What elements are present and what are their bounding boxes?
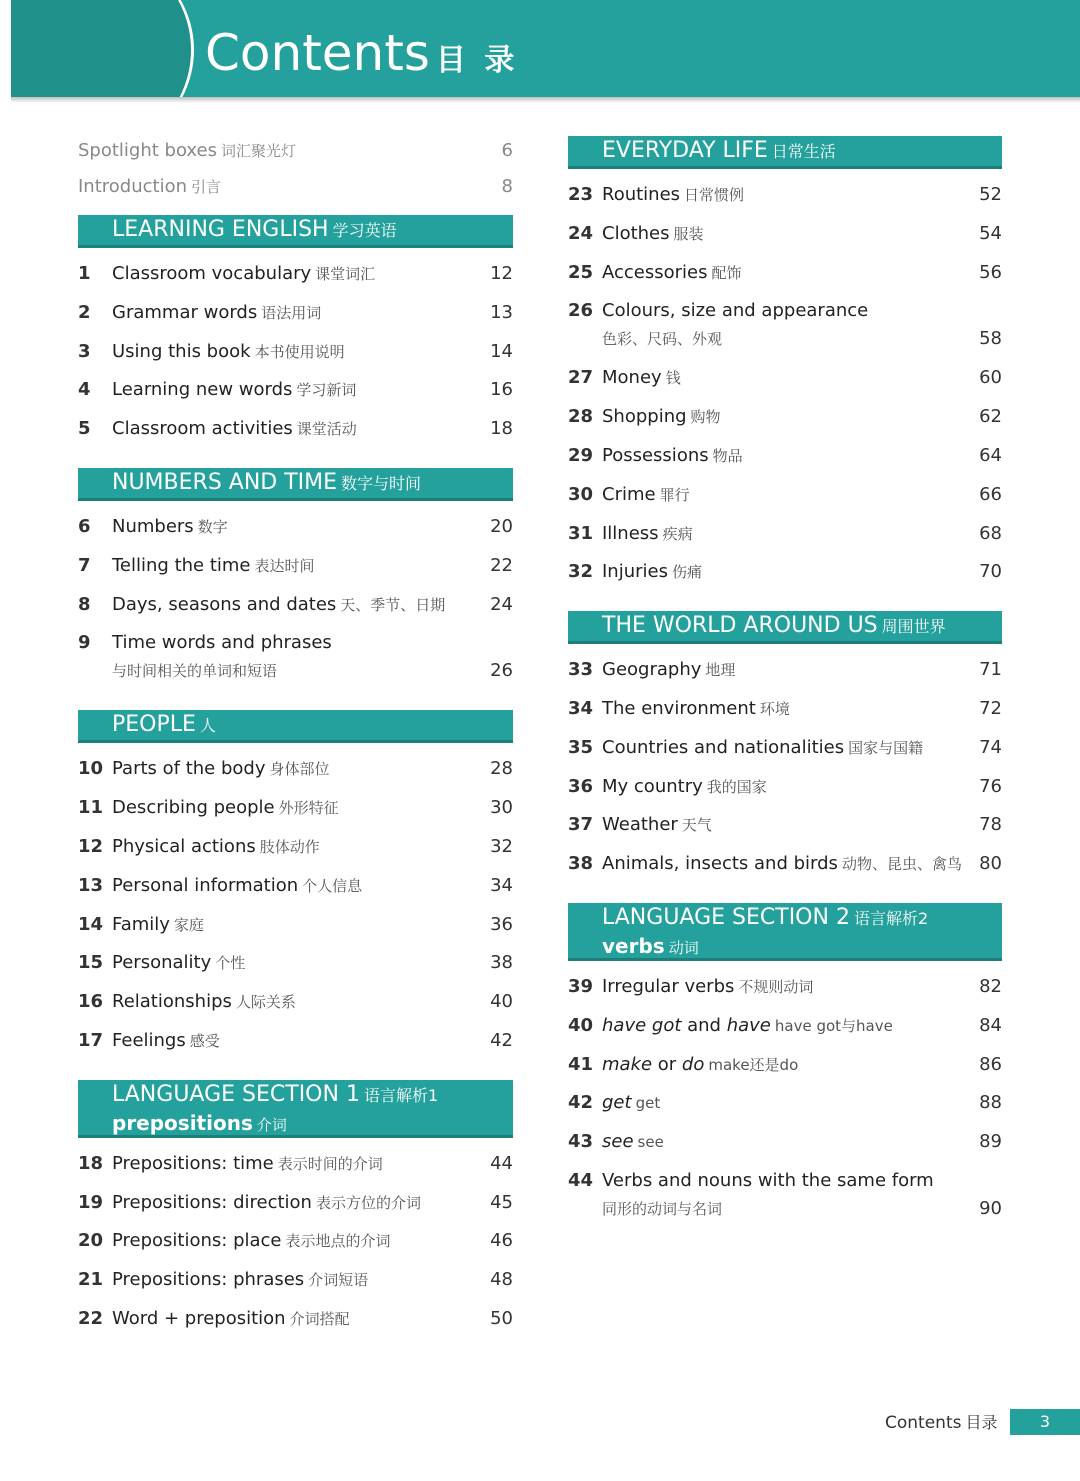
toc-title: Colours, size and appearance [602,300,869,322]
toc-title-zh: 家庭 [173,915,204,934]
toc-title-zh: make还是do [708,1055,799,1074]
toc-title-zh: 学习新词 [296,381,357,400]
toc-number: 18 [78,1152,104,1174]
toc-number: 32 [568,561,594,583]
toc-title-zh: 肢体动作 [259,838,320,856]
toc-page: 14 [490,340,513,362]
toc-title: Illness 疾病 [602,522,693,544]
toc-page: 90 [979,1198,1002,1219]
toc-title [602,1091,660,1115]
toc-title-zh: 配饰 [711,263,742,282]
section-title: THE WORLD AROUND US 周围世界 [602,613,946,639]
toc-number: 13 [78,874,104,896]
section-title: NUMBERS AND TIME 数字与时间 [112,470,422,495]
toc-title-zh: 表示时间的介词 [277,1154,383,1173]
toc-title-zh: 介词短语 [308,1271,369,1290]
toc-number: 29 [568,445,594,466]
section-header [568,611,1002,644]
toc-number: 35 [568,736,594,758]
toc-title: Classroom activities 课堂活动 [112,418,357,440]
toc-title: Prepositions: phrases 介词短语 [112,1269,369,1291]
toc-number: 20 [78,1230,104,1252]
toc-title: Possessions 物品 [602,445,743,466]
toc-title: Time words and phrases [112,632,332,654]
section-title-zh: 日常生活 [771,142,836,161]
toc-number: 24 [568,222,594,244]
toc-page: 16 [490,379,513,401]
toc-number: 36 [568,775,594,797]
toc-title-zh: 伤痛 [671,563,702,582]
toc-title-zh: 色彩、尺码、外观 [602,330,723,349]
section-title-zh: 学习英语 [332,221,397,240]
toc-page: 12 [490,263,513,284]
toc-page: 40 [490,991,513,1013]
toc-title-zh: 服装 [673,224,704,243]
toc-number: 38 [568,853,594,875]
toc-title: Spotlight boxes 词汇聚光灯 [78,140,296,161]
toc-title-zh: 罪行 [659,485,690,504]
toc-number: 34 [568,698,594,719]
toc-number: 10 [78,758,104,780]
section-subtitle-zh: 介词 [256,1115,287,1134]
section-subtitle: prepositions 介词 [112,1110,287,1135]
toc-number: 40 [568,1014,594,1036]
toc-title-zh: 天气 [681,816,712,835]
toc-title-zh: 课堂活动 [296,420,357,439]
toc-page: 6 [501,140,513,161]
toc-title: Countries and nationalities 国家与国籍 [602,736,924,758]
toc-title: Classroom vocabulary 课堂词汇 [112,263,376,284]
toc-title-zh: 日常惯例 [684,186,745,204]
toc-page: 36 [490,913,513,935]
toc-page: 24 [490,593,513,615]
toc-number: 28 [568,406,594,428]
toc-page: 46 [490,1230,513,1252]
toc-page: 20 [490,516,513,537]
toc-title-zh: 表达时间 [254,556,315,575]
toc-page: 22 [490,554,513,576]
toc-title [602,1130,664,1154]
toc-title: Money 钱 [602,367,681,389]
toc-page: 48 [490,1269,513,1291]
toc-page: 50 [490,1308,513,1329]
section-header [78,215,513,248]
toc-page: 80 [979,853,1002,875]
toc-page: 8 [501,176,513,197]
toc-title-zh: have got与have [774,1016,893,1035]
toc-number: 7 [78,554,91,576]
toc-title-zh: 感受 [189,1032,220,1050]
toc-page: 18 [490,418,513,440]
toc-title-zh: 数字 [197,518,228,536]
toc-title-zh: 表示地点的介词 [285,1232,391,1251]
toc-title-zh: 钱 [665,369,681,388]
toc-title-zh: 引言 [191,178,222,196]
toc-number: 12 [78,836,104,857]
toc-title-zh: 表示方位的介词 [315,1193,421,1212]
toc-title: Personality 个性 [112,952,246,974]
toc-title-zh: 词汇聚光灯 [220,142,296,160]
page-title: Contents 目 录 [205,24,519,82]
toc-page: 68 [979,522,1002,544]
section-subtitle: verbs 动词 [602,934,699,958]
toc-title-zh: get [635,1094,661,1113]
toc-number: 14 [78,913,104,935]
header-shadow [11,97,1080,103]
toc-page: 45 [490,1191,513,1213]
toc-page: 84 [979,1014,1002,1036]
section-title-zh: 周围世界 [881,617,946,637]
toc-page: 54 [979,222,1002,244]
toc-title: Parts of the body 身体部位 [112,758,330,780]
toc-title: Family 家庭 [112,913,204,935]
toc-title: Verbs and nouns with the same form [602,1170,934,1191]
toc-page: 60 [979,367,1002,389]
toc-title: Crime 罪行 [602,483,690,505]
toc-title-zh: 不规则动词 [738,978,814,996]
toc-title: Telling the time 表达时间 [112,554,315,576]
toc-page: 89 [979,1131,1002,1153]
toc-page: 26 [490,660,513,682]
toc-number: 19 [78,1191,104,1213]
toc-title-zh: 个性 [215,954,246,973]
toc-title: Geography 地理 [602,659,736,681]
toc-title: Prepositions: place 表示地点的介词 [112,1230,391,1252]
toc-number: 4 [78,379,91,401]
toc-title-zh: 动物、昆虫、禽鸟 [841,855,962,874]
toc-title: Accessories 配饰 [602,261,742,283]
toc-title: Weather 天气 [602,814,712,836]
toc-title-zh: see [637,1133,664,1152]
section-title-zh: 语言解析2 [853,909,929,928]
toc-title-zh: 购物 [690,408,721,427]
toc-title-zh: 地理 [705,661,736,680]
toc-title: Feelings 感受 [112,1030,220,1051]
toc-title-zh: 介词搭配 [289,1310,350,1328]
toc-page: 56 [979,261,1002,283]
toc-number: 2 [78,301,91,323]
toc-page: 82 [979,976,1002,997]
toc-page: 78 [979,814,1002,836]
toc-number: 30 [568,483,594,505]
toc-page: 13 [490,301,513,323]
section-title: LANGUAGE SECTION 2 语言解析2 [602,905,929,930]
section-title-zh: 数字与时间 [341,474,422,493]
toc-number: 33 [568,659,594,681]
section-header [78,1080,513,1138]
toc-page: 74 [979,736,1002,758]
toc-page: 30 [490,797,513,819]
toc-title-zh: 课堂词汇 [315,265,376,283]
toc-title-italic: see [602,1131,634,1153]
section-title: LEARNING ENGLISH 学习英语 [112,217,397,242]
toc-number: 37 [568,814,594,836]
toc-title: Clothes 服装 [602,222,704,244]
toc-title: Irregular verbs 不规则动词 [602,976,814,997]
toc-page: 70 [979,561,1002,583]
section-title: LANGUAGE SECTION 1 语言解析1 [112,1081,439,1107]
toc-number: 16 [78,991,104,1013]
toc-preface-item [78,175,513,199]
section-header [78,468,513,501]
toc-number: 41 [568,1053,594,1075]
page-header [11,0,1080,97]
toc-number: 31 [568,522,594,544]
toc-title-italic: get [602,1092,632,1114]
toc-number: 25 [568,261,594,283]
toc-number: 23 [568,184,594,205]
toc-title-zh: 与时间相关的单词和短语 [112,662,278,681]
header-curve [11,0,194,97]
toc-title: have got and have have got与have [602,1014,893,1036]
toc-title-zh: 国家与国籍 [848,738,924,757]
toc-page: 32 [490,836,513,857]
toc-title: Introduction 引言 [78,176,222,197]
toc-title-zh: 语法用词 [261,303,322,322]
toc-page: 52 [979,184,1002,205]
toc-number: 44 [568,1170,594,1191]
section-title: PEOPLE 人 [112,712,216,738]
toc-title: Learning new words 学习新词 [112,379,357,401]
toc-number: 17 [78,1030,104,1051]
toc-title: Describing people 外形特征 [112,797,339,819]
toc-title: Personal information 个人信息 [112,874,363,896]
toc-page: 71 [979,659,1002,681]
toc-number: 11 [78,797,104,819]
toc-page: 88 [979,1092,1002,1114]
toc-preface-item [78,139,513,163]
section-subtitle-zh: 动词 [668,939,699,957]
toc-title-zh: 疾病 [662,524,693,543]
toc-number: 6 [78,516,91,537]
toc-title-italic: have got [602,1014,682,1036]
toc-title: Numbers 数字 [112,516,228,537]
toc-number: 27 [568,367,594,389]
section-title: EVERYDAY LIFE 日常生活 [602,138,836,163]
toc-title-zh: 身体部位 [269,760,330,779]
page-number: 3 [1010,1409,1080,1435]
toc-page: 58 [979,328,1002,350]
toc-title-zh: 天、季节、日期 [340,595,446,614]
toc-number: 39 [568,976,594,997]
toc-title: The environment 环境 [602,698,790,719]
toc-page: 34 [490,874,513,896]
toc-title: Physical actions 肢体动作 [112,836,320,857]
toc-number: 43 [568,1131,594,1153]
toc-number: 22 [78,1308,104,1329]
toc-page: 42 [490,1030,513,1051]
toc-title-italic: make [602,1053,653,1075]
toc-title-zh: 物品 [712,447,743,465]
toc-number: 26 [568,300,594,322]
toc-number: 8 [78,593,91,615]
toc-title: Word + preposition 介词搭配 [112,1308,350,1329]
toc-number: 9 [78,632,91,654]
toc-title-zh: 本书使用说明 [254,342,345,361]
toc-page: 86 [979,1053,1002,1075]
toc-number: 15 [78,952,104,974]
toc-title: My country 我的国家 [602,775,767,797]
toc-title: Injuries 伤痛 [602,561,702,583]
toc-page: 38 [490,952,513,974]
toc-page: 66 [979,483,1002,505]
toc-page: 28 [490,758,513,780]
toc-title: Shopping 购物 [602,406,721,428]
toc-title-zh: 人际关系 [235,993,296,1012]
toc-number: 21 [78,1269,104,1291]
toc-title: Prepositions: direction 表示方位的介词 [112,1191,421,1213]
toc-title: Days, seasons and dates 天、季节、日期 [112,593,446,615]
toc-number: 1 [78,263,91,284]
toc-page: 44 [490,1152,513,1174]
section-header [568,903,1002,961]
section-title-zh: 人 [199,716,216,736]
toc-title-zh: 环境 [759,700,790,718]
toc-page: 64 [979,445,1002,466]
section-header [568,136,1002,169]
toc-page: 72 [979,698,1002,719]
toc-number: 5 [78,418,91,440]
toc-title: Relationships 人际关系 [112,991,296,1013]
toc-page: 62 [979,406,1002,428]
toc-title-italic: do [681,1053,705,1075]
toc-title: Animals, insects and birds 动物、昆虫、禽鸟 [602,853,962,875]
toc-title: Routines 日常惯例 [602,184,745,205]
section-title-zh: 语言解析1 [363,1085,439,1105]
toc-title-zh: 我的国家 [706,777,767,796]
footer-label: Contents 目录 [885,1413,998,1433]
toc-page: 76 [979,775,1002,797]
toc-number: 3 [78,340,91,362]
toc-number: 42 [568,1092,594,1114]
toc-title: Using this book 本书使用说明 [112,340,345,362]
toc-title-zh: 外形特征 [278,799,339,818]
toc-title: Grammar words 语法用词 [112,301,322,323]
toc-title-zh: 同形的动词与名词 [602,1200,723,1218]
toc-title-italic: have [726,1014,771,1036]
toc-title: Prepositions: time 表示时间的介词 [112,1152,383,1174]
toc-title: make or do make还是do [602,1053,799,1075]
section-header [78,710,513,743]
toc-title-zh: 个人信息 [302,876,363,895]
